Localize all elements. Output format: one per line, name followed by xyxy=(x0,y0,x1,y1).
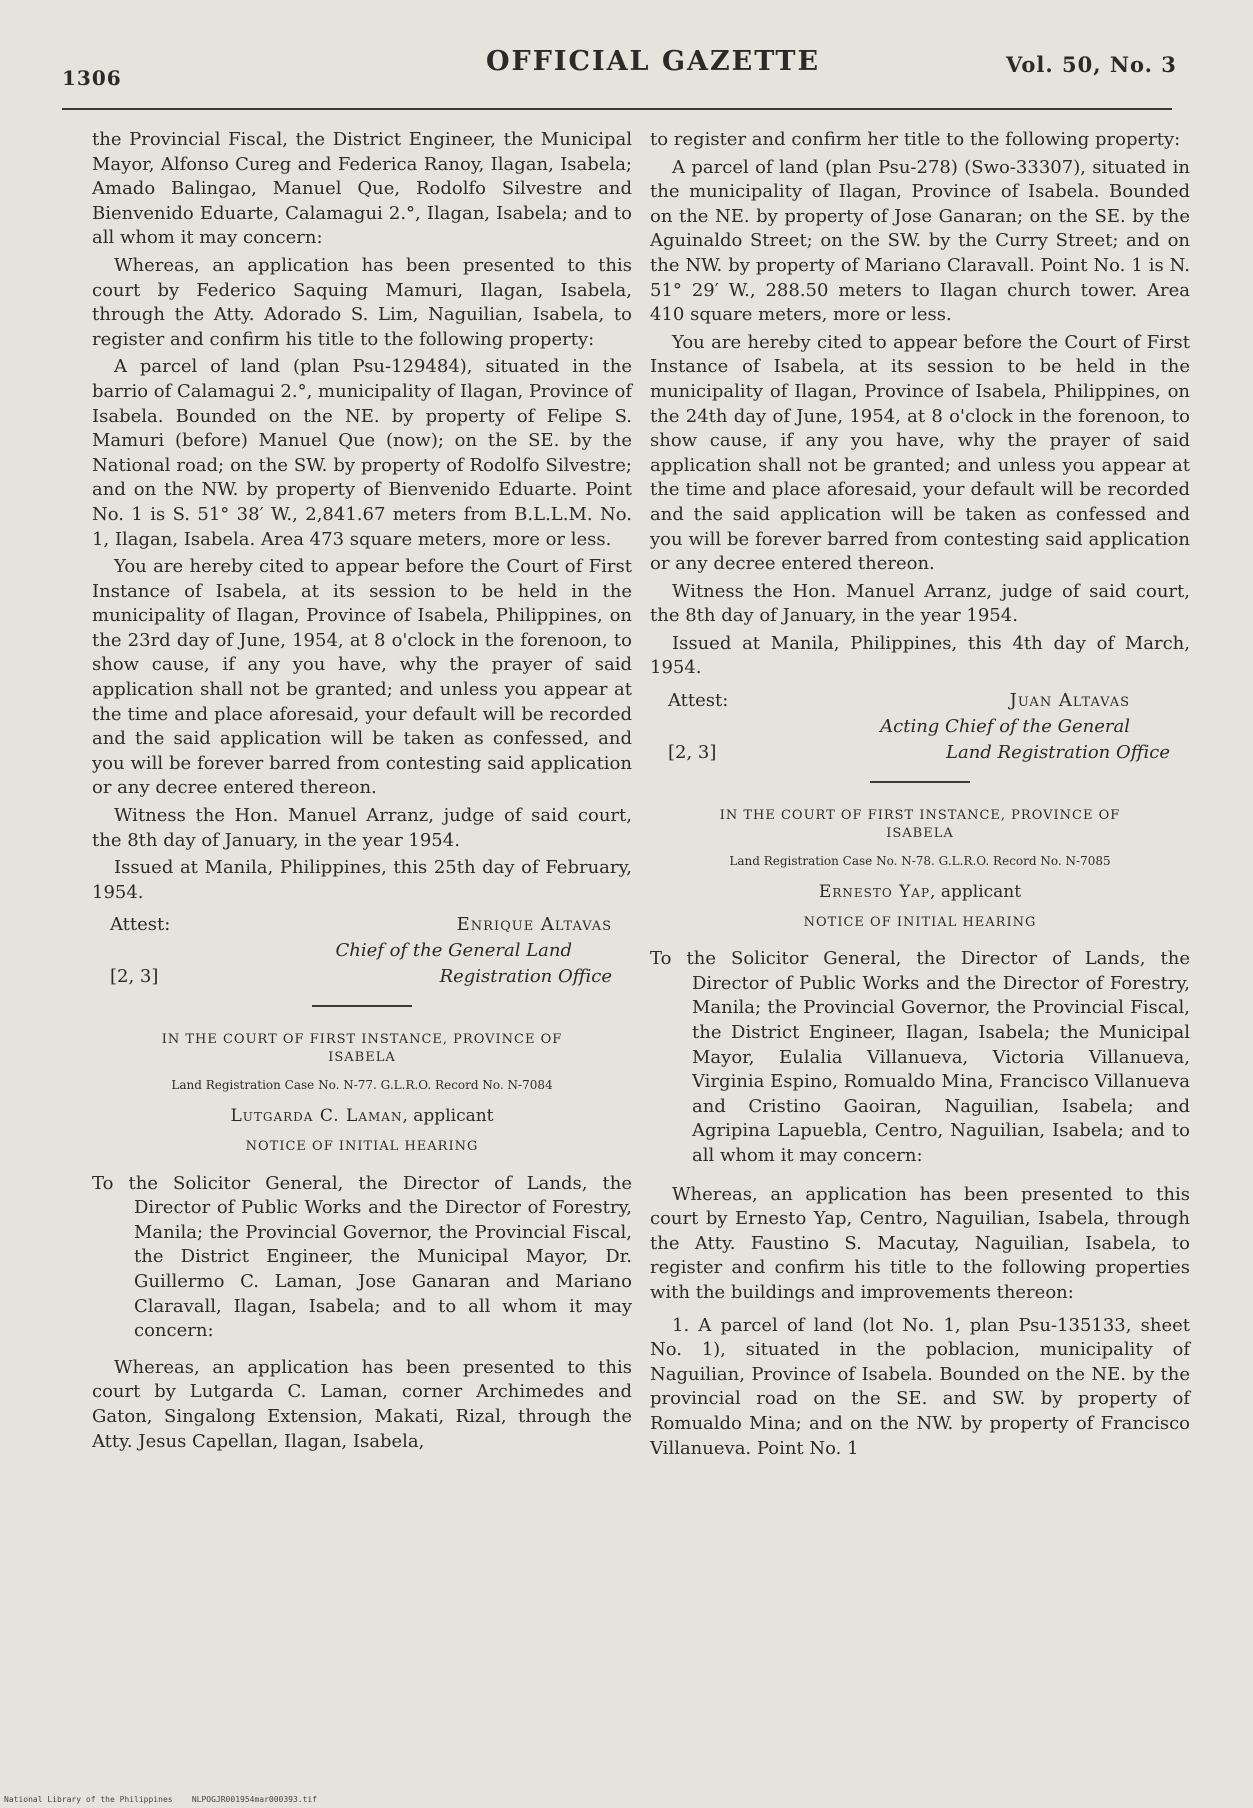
issued-paragraph: Issued at Manila, Philippines, this 4th day of March, 1954. xyxy=(650,632,1190,679)
case-number: Land Registration Case No. N-77. G.L.R.O. Record No. N-7084 xyxy=(171,1078,553,1093)
volume-number: Vol. 50, No. 3 xyxy=(1006,52,1177,77)
attestation-block xyxy=(650,689,1190,767)
notice-heading: NOTICE OF INITIAL HEARING xyxy=(245,1139,479,1154)
attest-title-line2: Land Registration Office xyxy=(946,742,1170,764)
whereas-paragraph: Whereas, an application has been presented to this court by Lutgarda C. Laman, corner Archimedes and Gaton, Singalong Extension, Makati, Rizal, through the Atty. Jesus Capellan, Ilagan, Isabela, xyxy=(92,1356,632,1452)
property-description: A parcel of land (plan Psu-129484), situated in the barrio of Calamagui 2.°, municipality of Ilagan, Province of Isabela. Bounded on the NE. by property of Felipe S. Mamuri (before) Manuel Que (now); on the SE. by the National road; on the SW. by property of Rodolfo Silvestre; and on the NW. by property of Bienvenido Eduarte. Point No. 1 is S. 51° 38′ W., 2,841.67 meters from B.L.L.M. No. 1, Ilagan, Isabela. Area 473 square meters, more or less. xyxy=(92,356,632,550)
whereas-paragraph: Whereas, an application has been presented to this court by Ernesto Yap, Centro, Naguilian, Isabela, through the Atty. Faustino S. Macutay, Naguilian, Isabela, to register and confirm his title to the following properties with the buildings and improvements thereon: xyxy=(650,1183,1190,1303)
right-column xyxy=(650,128,1190,1464)
notice-heading: NOTICE OF INITIAL HEARING xyxy=(803,914,1037,930)
attest-label: Attest: xyxy=(668,690,729,712)
whereas-paragraph: Whereas, an application has been presented to this court by Federico Saquing Mamuri, Ilagan, Isabela, through the Atty. Adorado S. Lim, Naguilian, Isabela, to register and confirm his title to the following property: xyxy=(92,254,632,350)
witness-paragraph: Witness the Hon. Manuel Arranz, judge of said court, the 8th day of January, in the year 1954. xyxy=(650,580,1190,627)
applicant-line xyxy=(650,880,1190,905)
property-description: A parcel of land (plan Psu-278) (Swo-33307), situated in the municipality of Ilagan, Province of Isabela. Bounded on the NE. by property of Jose Ganaran; on the SE. by the Aguinaldo Street; on the SW. by the Curry Street; and on the NW. by property of Mariano Claravall. Point No. 1 is N. 51° 29′ W., 288.50 meters to Ilagan church tower. Area 410 square meters, more or less. xyxy=(650,156,1190,326)
citation-paragraph: You are hereby cited to appear before the Court of First Instance of Isabela, at its session to be held in the municipality of Ilagan, Province of Isabela, Philippines, on the 24th day of June, 1954, at 8 o'clock in the forenoon, to show cause, if any you have, why the prayer of said application shall not be granted; and unless you appear at the time and place aforesaid, your default will be recorded and the said application will be taken as confessed and you will be forever barred from contesting said application or any decree entered thereon. xyxy=(650,331,1190,575)
court-heading: IN THE COURT OF FIRST INSTANCE, PROVINCE OF ISABELA xyxy=(719,808,1121,842)
header-rule xyxy=(62,108,1172,110)
addressees-paragraph: To the Solicitor General, the Director of Lands, the Director of Public Works and the Director of Forestry, Manila; the Provincial Governor, the Provincial Fiscal, the District Engineer, the Municipal Mayor, Dr. Guillermo C. Laman, Jose Ganaran and Mariano Claravall, Ilagan, Isabela; and to all whom it may concern: xyxy=(92,1172,632,1342)
issue-reference: [2, 3] xyxy=(668,742,717,764)
applicant-suffix: , applicant xyxy=(930,882,1022,903)
page-header xyxy=(0,0,1253,120)
attest-title-line1: Chief of the General Land xyxy=(335,940,572,962)
attest-label: Attest: xyxy=(110,914,171,936)
section-divider xyxy=(312,1005,412,1007)
attest-name: Enrique Altavas xyxy=(456,914,612,936)
case-number: Land Registration Case No. N-78. G.L.R.O. Record No. N-7085 xyxy=(729,854,1111,869)
applicant-suffix: , applicant xyxy=(402,1106,494,1127)
addressees-paragraph: To the Solicitor General, the Director of Lands, the Director of Public Works and the Director of Forestry, Manila; the Provincial Governor, the Provincial Fiscal, the District Engineer, Ilagan, Isabela; the Municipal Mayor, Eulalia Villanueva, Victoria Villanueva, Virginia Espino, Romualdo Mina, Francisco Villanueva and Cristino Gaoiran, Naguilian, Isabela; and Agripina Lapuebla, Centro, Naguilian, Isabela; and to all whom it may concern: xyxy=(650,948,1190,1166)
left-column xyxy=(92,128,632,1457)
attest-title-line1: Acting Chief of the General xyxy=(880,716,1130,738)
attest-name: Juan Altavas xyxy=(1009,690,1130,712)
applicant-name: Lutgarda C. Laman xyxy=(230,1106,403,1127)
applicant-name: Ernesto Yap xyxy=(818,882,931,903)
attestation-block xyxy=(92,913,632,991)
citation-paragraph: You are hereby cited to appear before the Court of First Instance of Isabela, at its session to be held in the municipality of Ilagan, Province of Isabela, Philippines, on the 23rd day of June, 1954, at 8 o'clock in the forenoon, to show cause, if any you have, why the prayer of said application shall not be granted; and unless you appear at the time and place aforesaid, your default will be recorded and the said application will be taken as confessed, and you will be forever barred from contesting said application or any decree entered thereon. xyxy=(92,556,632,799)
gazette-title: OFFICIAL GAZETTE xyxy=(486,46,821,77)
issue-reference: [2, 3] xyxy=(110,966,159,988)
continued-paragraph: to register and confirm her title to the following property: xyxy=(650,129,1181,150)
property-item: 1. A parcel of land (lot No. 1, plan Psu-135133, sheet No. 1), situated in the poblacion, municipality of Naguilian, Province of Isabela. Bounded on the NE. by the provincial road on the SE. and SW. by property of Romualdo Mina; and on the NW. by property of Francisco Villanueva. Point No. 1 xyxy=(650,1314,1190,1459)
attest-title-line2: Registration Office xyxy=(439,966,612,988)
addressees-continued: the Provincial Fiscal, the District Engineer, the Municipal Mayor, Alfonso Cureg and Federica Ranoy, Ilagan, Isabela; Amado Balingao, Manuel Que, Rodolfo Silvestre and Bienvenido Eduarte, Calamagui 2.°, Ilagan, Isabela; and to all whom it may concern: xyxy=(92,129,632,249)
scan-footer: National Library of the Philippines NLPOGJR001954mar000393.tif xyxy=(4,1795,318,1804)
witness-paragraph: Witness the Hon. Manuel Arranz, judge of said court, the 8th day of January, in the year 1954. xyxy=(92,805,632,851)
section-divider xyxy=(870,781,970,783)
page-number: 1306 xyxy=(62,66,122,90)
applicant-line xyxy=(92,1104,632,1129)
issued-paragraph: Issued at Manila, Philippines, this 25th day of February, 1954. xyxy=(92,857,632,903)
court-heading: IN THE COURT OF FIRST INSTANCE, PROVINCE OF ISABELA xyxy=(161,1032,563,1066)
